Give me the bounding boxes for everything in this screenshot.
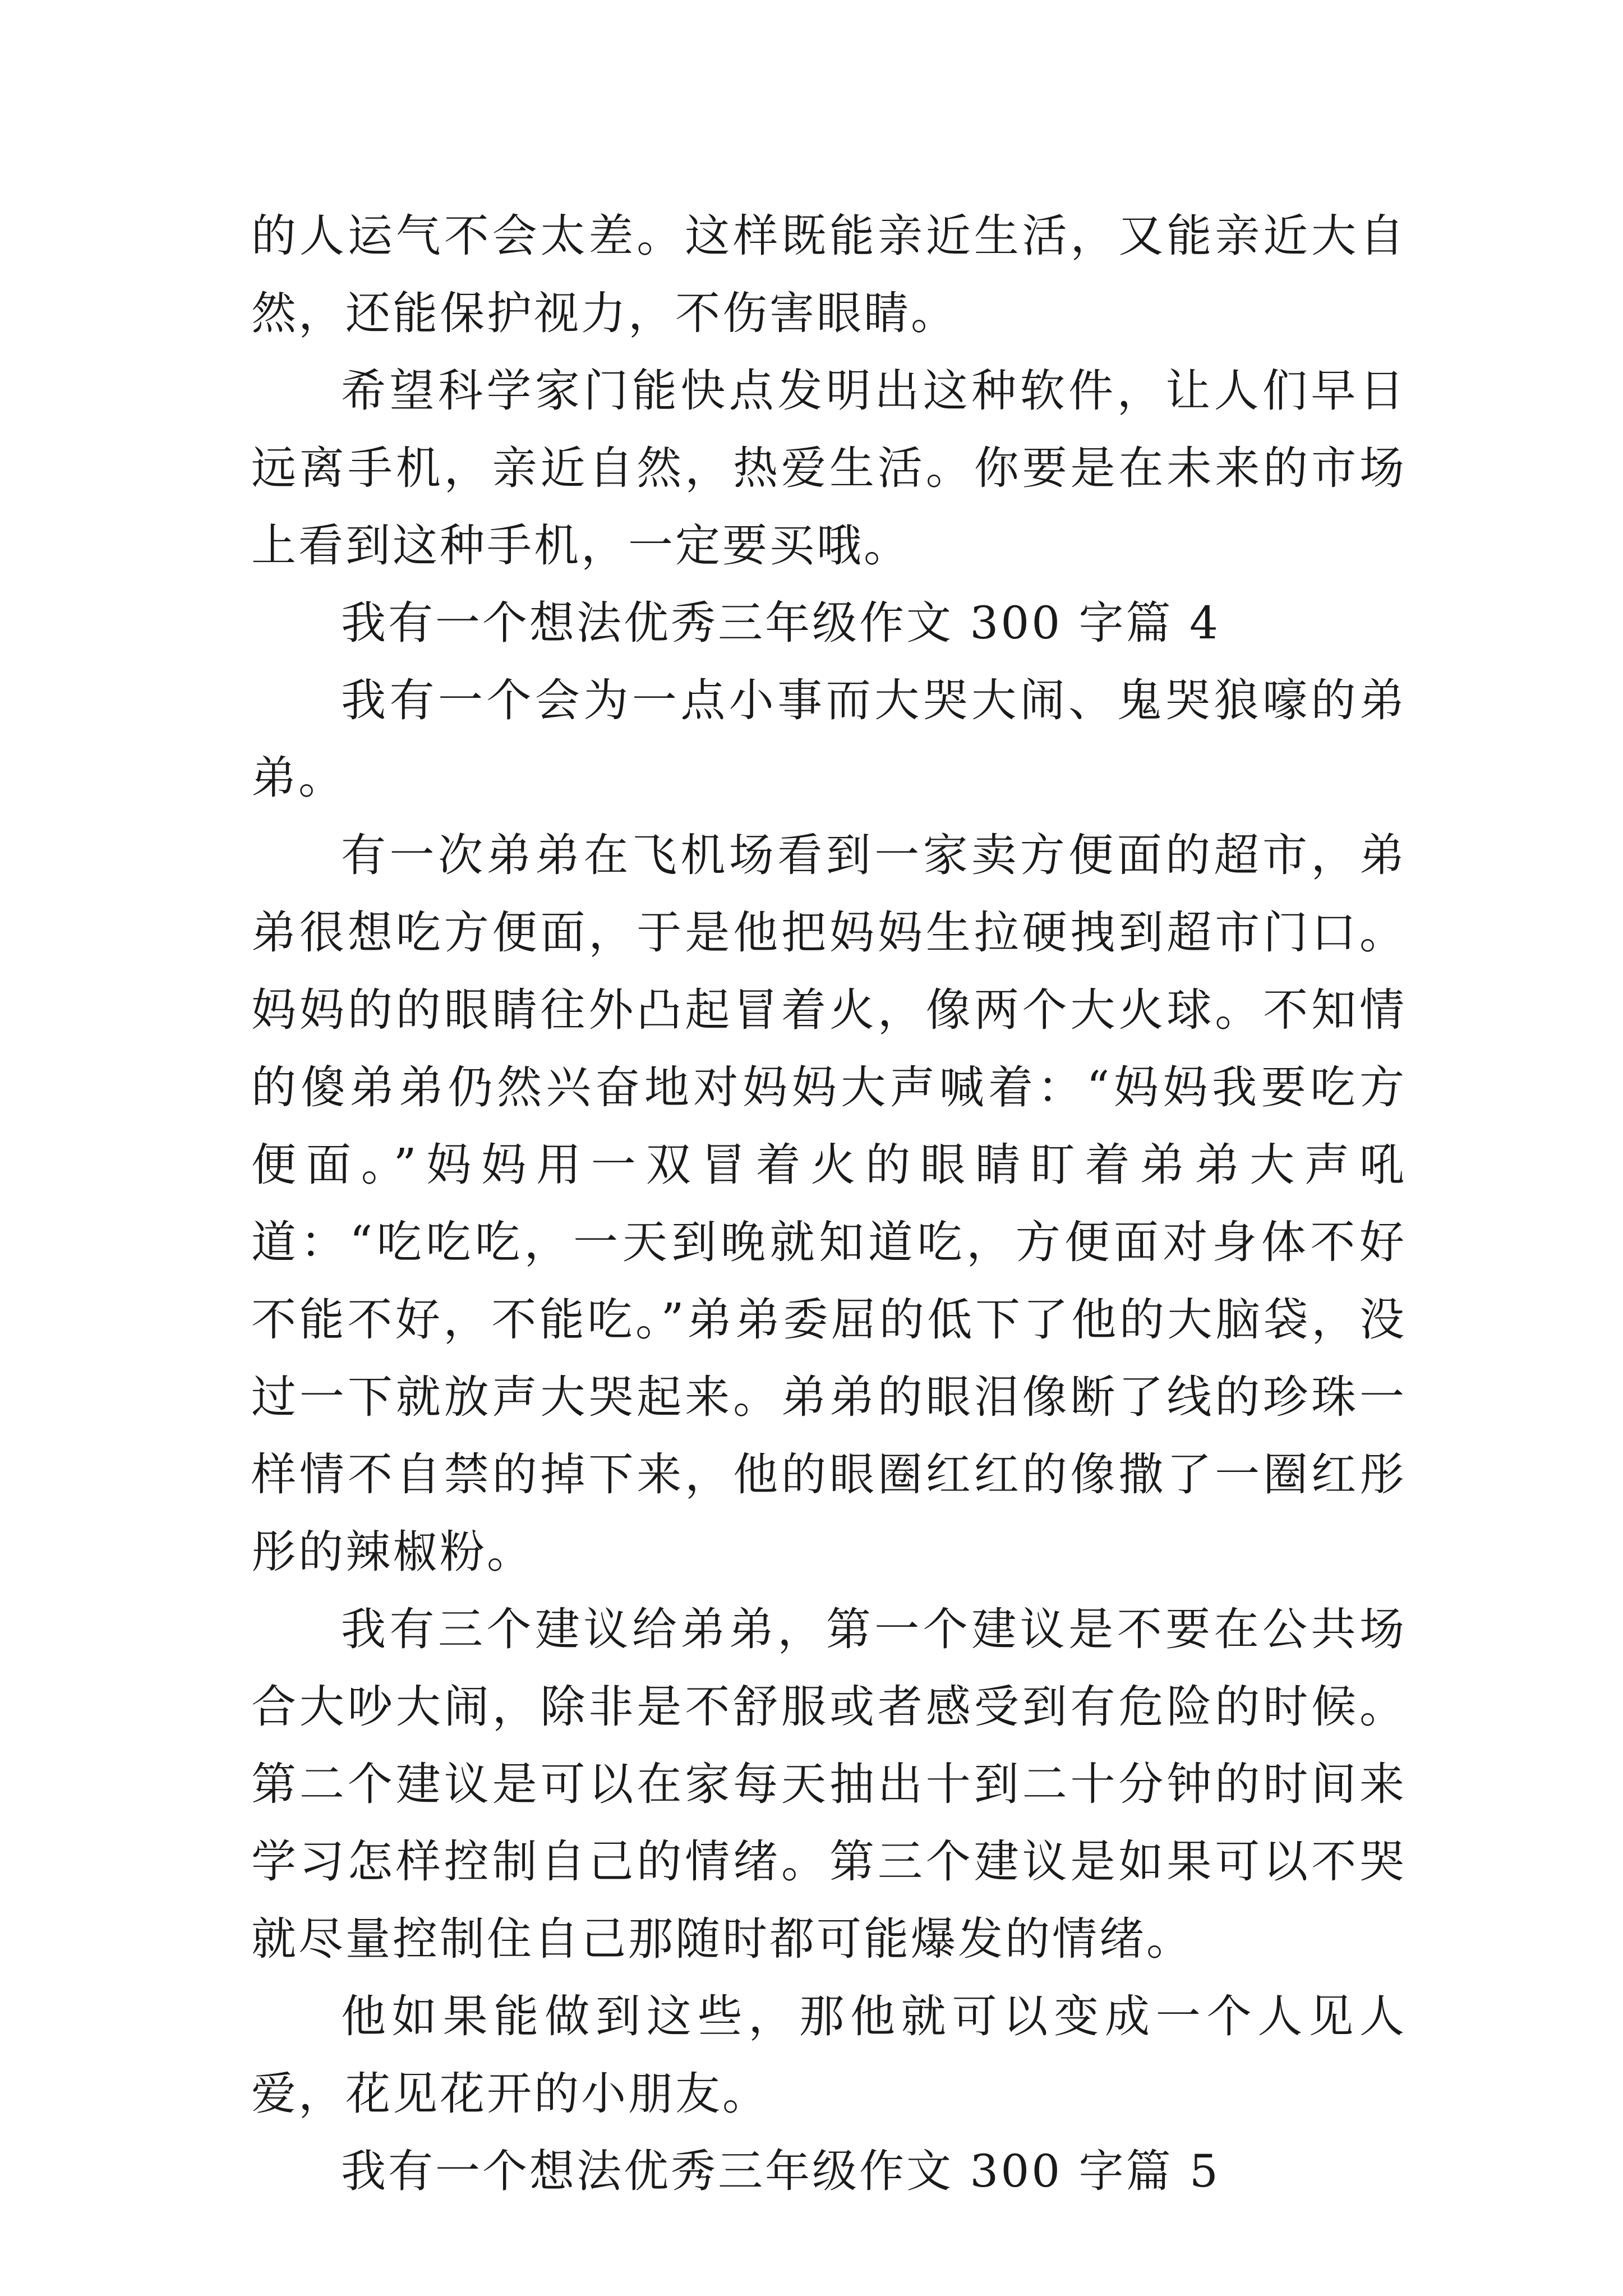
paragraph-intro-brother: 我有一个会为一点小事而大哭大闹、鬼哭狼嚎的弟弟。 [251,674,1407,804]
document-body [251,197,1407,2210]
paragraph-airport-story: 有一次弟弟在飞机场看到一家卖方便面的超市，弟弟很想吃方便面，于是他把妈妈生拉硬拽到超市门口。妈妈的的眼睛往外凸起冒着火，像两个大火球。不知情的傻弟弟仍然兴奋地对妈妈大声喊着：“妈妈我要吃方便面。”妈妈用一双冒着火的眼睛盯着弟弟大声吼道：“吃吃吃，一天到晚就知道吃，方便面对身体不好不能不好，不能吃。”弟弟委屈的低下了他的大脑袋，没过一下就放声大哭起来。弟弟的眼泪像断了线的珍珠一样情不自禁的掉下来，他的眼圈红红的像撒了一圈红彤彤的辣椒粉。 [251,829,1407,1578]
paragraph-suggestions: 我有三个建议给弟弟，第一个建议是不要在公共场合大吵大闹，除非是不舒服或者感受到有危险的时候。第二个建议是可以在家每天抽出十到二十分钟的时间来学习怎样控制自己的情绪。第三个建议是如果可以不哭就尽量控制住自己那随时都可能爆发的情绪。 [251,1603,1407,1965]
paragraph-conclusion: 他如果能做到这些，那他就可以变成一个人见人爱，花见花开的小朋友。 [251,1990,1407,2120]
section-heading-5: 我有一个想法优秀三年级作文 300 字篇 5 [341,2145,1220,2197]
paragraph-continuation: 的人运气不会太差。这样既能亲近生活，又能亲近大自然，还能保护视力，不伤害眼睛。 [251,210,1407,339]
paragraph-wish: 希望科学家门能快点发明出这种软件，让人们早日远离手机，亲近自然，热爱生活。你要是在未来的市场上看到这种手机，一定要买哦。 [251,365,1407,572]
section-heading-4: 我有一个想法优秀三年级作文 300 字篇 4 [341,597,1220,649]
